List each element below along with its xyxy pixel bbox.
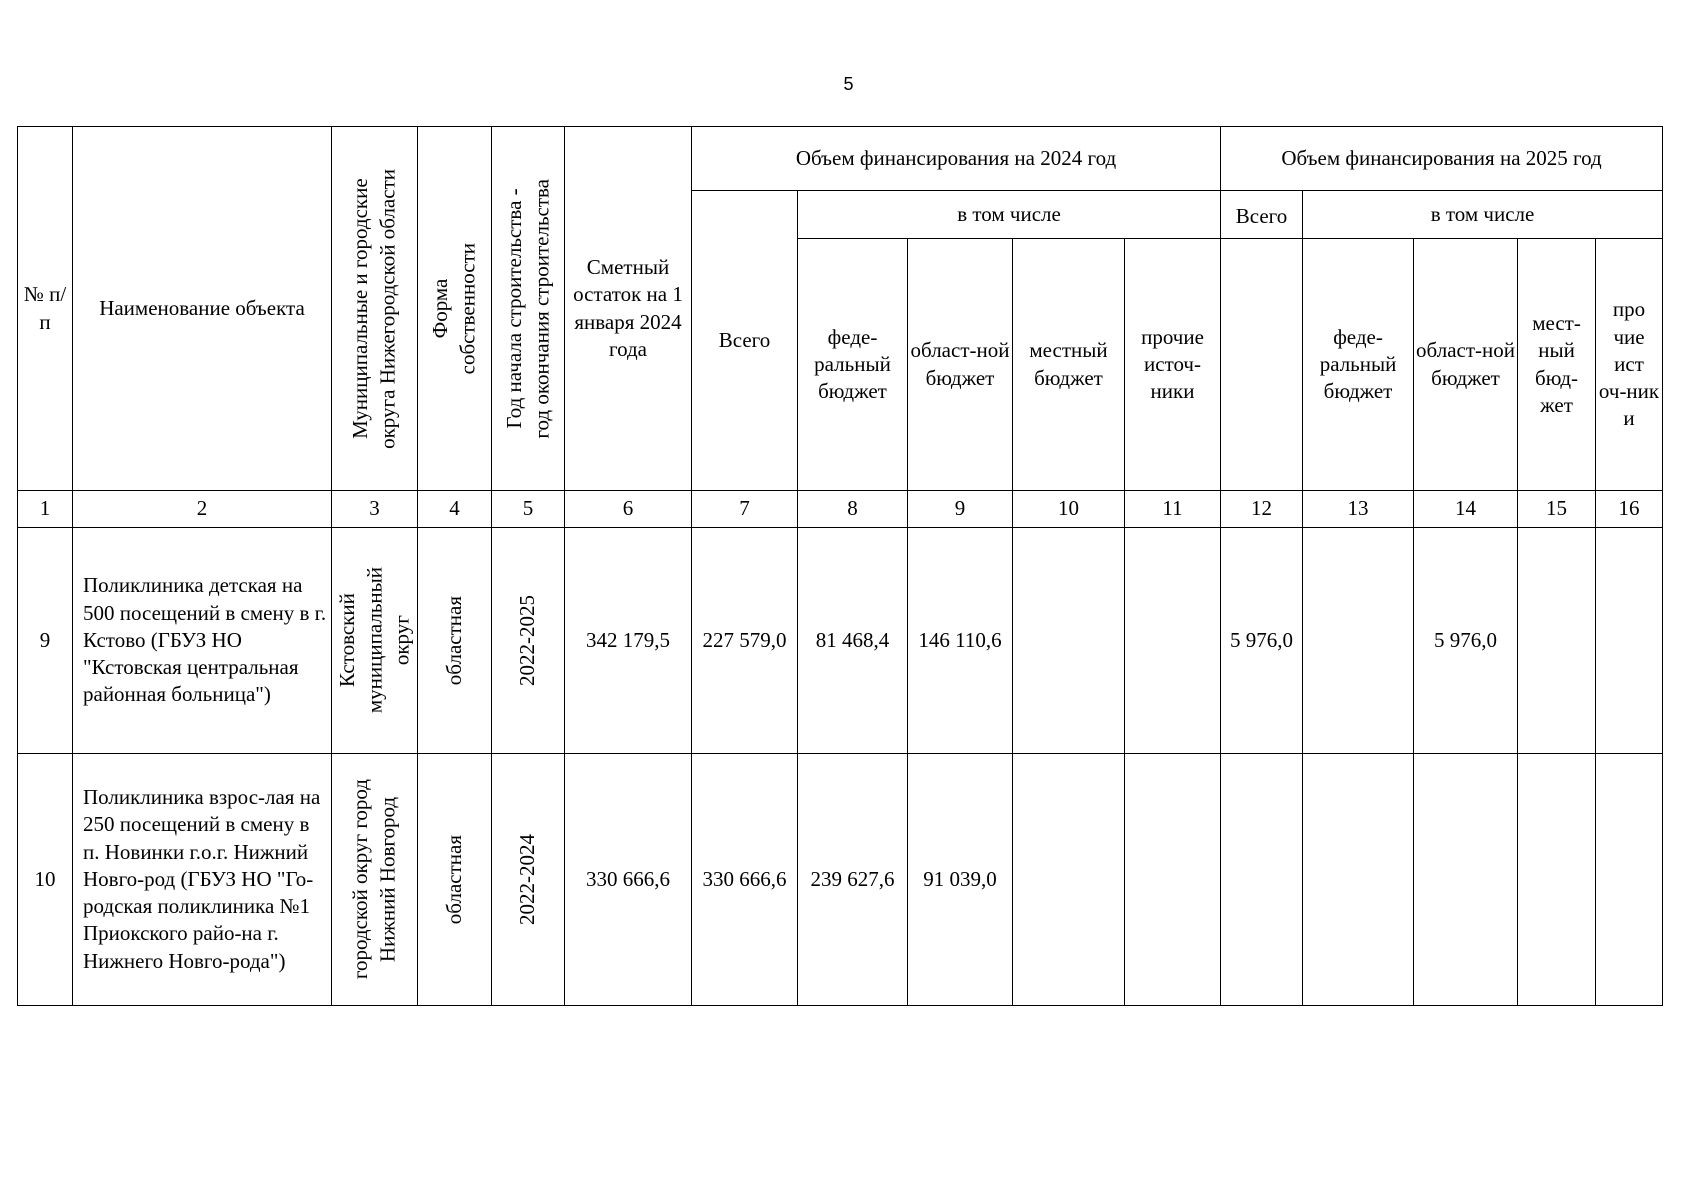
header-local-2024: местный бюджет — [1013, 239, 1125, 491]
header-federal-2024: феде-ральный бюджет — [798, 239, 908, 491]
column-number-row — [18, 491, 1663, 528]
column-number: 3 — [332, 491, 418, 528]
regional-2025-cell — [1414, 754, 1518, 1006]
district-cell: городской округ город Нижний Новгород — [332, 754, 418, 1006]
header-including-2024: в том числе — [798, 191, 1221, 239]
header-row-1 — [18, 127, 1663, 191]
object-name: Поликлиника взрос-лая на 250 посещений в смену в п. Новинки г.о.г. Нижний Новго-род (ГБУЗ НО "Го-родская поликлиника №1 Приокского райо-на г. Нижнего Новго-рода") — [73, 754, 332, 1006]
column-number: 15 — [1518, 491, 1596, 528]
header-num: № п/п — [18, 127, 73, 491]
ownership-cell: областная — [418, 754, 492, 1006]
header-group-2025: Объем финансирования на 2025 год — [1221, 127, 1663, 191]
other-2024-cell — [1125, 528, 1221, 754]
balance-cell: 342 179,5 — [565, 528, 692, 754]
total-2024-cell: 227 579,0 — [692, 528, 798, 754]
regional-2025-cell: 5 976,0 — [1414, 528, 1518, 754]
balance-cell: 330 666,6 — [565, 754, 692, 1006]
federal-2025-cell — [1303, 528, 1414, 754]
header-balance: Сметный остаток на 1 января 2024 года — [565, 127, 692, 491]
header-district: Муниципальные и городские округа Нижегородской области — [332, 127, 418, 491]
column-number: 16 — [1596, 491, 1663, 528]
header-including-2025: в том числе — [1303, 191, 1663, 239]
total-2025-cell — [1221, 754, 1303, 1006]
federal-2025-cell — [1303, 754, 1414, 1006]
federal-2024-cell: 81 468,4 — [798, 528, 908, 754]
other-2024-cell — [1125, 754, 1221, 1006]
header-group-2024: Объем финансирования на 2024 год — [692, 127, 1221, 191]
column-number: 11 — [1125, 491, 1221, 528]
header-name: Наименование объекта — [73, 127, 332, 491]
local-2024-cell — [1013, 754, 1125, 1006]
header-federal-2025: феде-ральный бюджет — [1303, 239, 1414, 491]
column-number: 12 — [1221, 491, 1303, 528]
page-number: 5 — [843, 74, 854, 94]
column-number: 8 — [798, 491, 908, 528]
header-other-2024: прочие источ-ники — [1125, 239, 1221, 491]
header-other-2025: про чие ист оч-ник и — [1596, 239, 1663, 491]
table-row — [18, 528, 1663, 754]
header-ownership: Форма собственности — [418, 127, 492, 491]
header-regional-2024: област-ной бюджет — [908, 239, 1013, 491]
financing-table — [17, 126, 1663, 1006]
years-cell: 2022-2025 — [492, 528, 565, 754]
header-empty-2025 — [1221, 239, 1303, 491]
column-number: 2 — [73, 491, 332, 528]
header-regional-2025: област-ной бюджет — [1414, 239, 1518, 491]
total-2024-cell: 330 666,6 — [692, 754, 798, 1006]
column-number: 14 — [1414, 491, 1518, 528]
column-number: 4 — [418, 491, 492, 528]
local-2024-cell — [1013, 528, 1125, 754]
ownership-cell: областная — [418, 528, 492, 754]
header-years: Год начала строительства - год окончания строительства — [492, 127, 565, 491]
column-number: 1 — [18, 491, 73, 528]
regional-2024-cell: 146 110,6 — [908, 528, 1013, 754]
total-2025-cell: 5 976,0 — [1221, 528, 1303, 754]
object-name: Поликлиника детская на 500 посещений в смену в г. Кстово (ГБУЗ НО "Кстовская центральная районная больница") — [73, 528, 332, 754]
other-2025-cell — [1596, 528, 1663, 754]
federal-2024-cell: 239 627,6 — [798, 754, 908, 1006]
local-2025-cell — [1518, 528, 1596, 754]
other-2025-cell — [1596, 754, 1663, 1006]
district-cell: Кстовский муниципальный округ — [332, 528, 418, 754]
header-total-2025: Всего — [1221, 191, 1303, 239]
header-local-2025: мест-ный бюд-жет — [1518, 239, 1596, 491]
column-number: 10 — [1013, 491, 1125, 528]
table-row — [18, 754, 1663, 1006]
column-number: 6 — [565, 491, 692, 528]
column-number: 7 — [692, 491, 798, 528]
column-number: 9 — [908, 491, 1013, 528]
header-total-2024: Всего — [692, 191, 798, 491]
years-cell: 2022-2024 — [492, 754, 565, 1006]
regional-2024-cell: 91 039,0 — [908, 754, 1013, 1006]
column-number: 5 — [492, 491, 565, 528]
row-num: 9 — [18, 528, 73, 754]
column-number: 13 — [1303, 491, 1414, 528]
row-num: 10 — [18, 754, 73, 1006]
local-2025-cell — [1518, 754, 1596, 1006]
